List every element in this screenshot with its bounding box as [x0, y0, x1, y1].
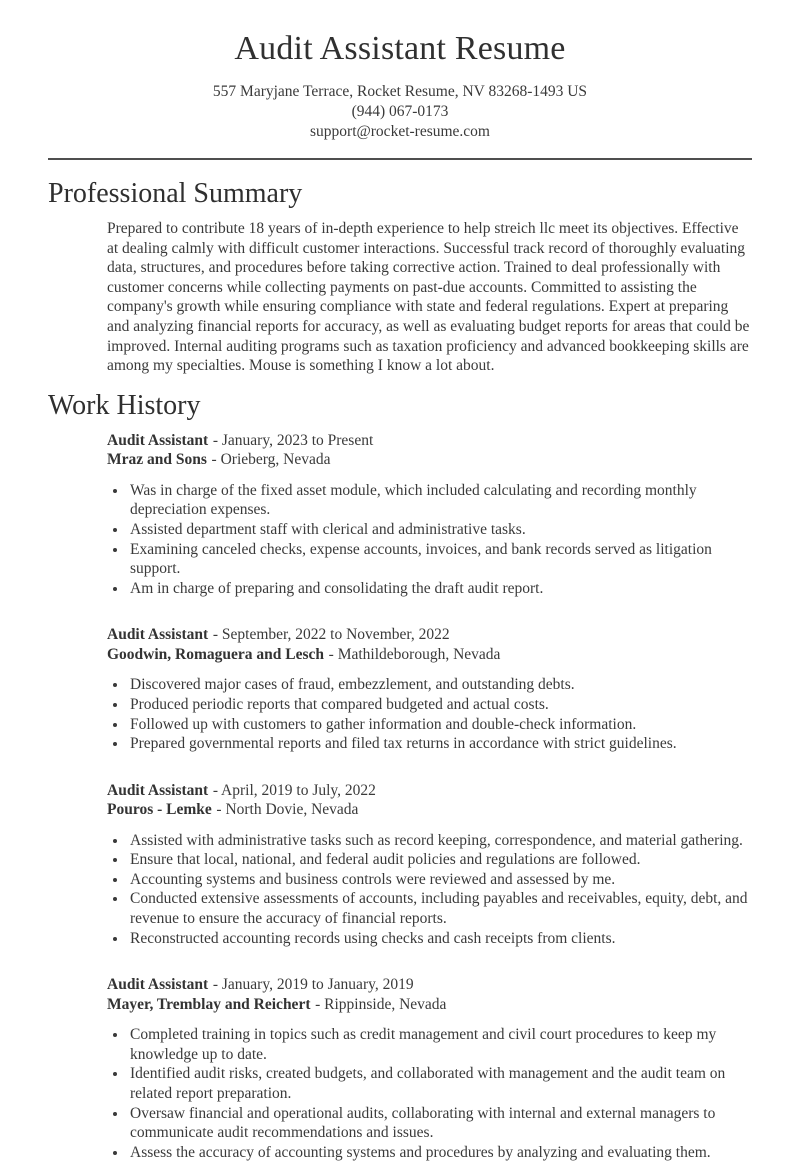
job-bullet: • Am in charge of preparing and consolidating the draft audit report.: [128, 579, 752, 599]
summary-text: Prepared to contribute 18 years of in-depth experience to help streich llc meet its objectives. Effective at dealing calmly with difficult customer interactions. Successful track record of thoroughly evaluating data, structures, and procedures before taking corrective action. Trained to deal professionally with customer concerns while collecting payments on past-due accounts. Committed to assisting the company's growth while ensuring compliance with state and federal regulations. Expert at preparing and analyzing financial reports for accuracy, as well as evaluating budget reports for areas that could be improved. Internal auditing programs such as taxation proficiency and advanced bookkeeping skills are among my specialties. Mouse is something I know a lot about.: [107, 220, 750, 375]
job-bullet: • Assess the accuracy of accounting systems and procedures by analyzing and evaluating them.: [128, 1143, 752, 1162]
job-bullet: • Conducted extensive assessments of accounts, including payables and receivables, equity, debt, and revenue to ensure the accuracy of financial reports.: [128, 889, 752, 928]
page-title: Audit Assistant Resume: [234, 30, 566, 67]
job-title-line: [107, 781, 752, 801]
job-company-line: [107, 645, 752, 665]
job-bullet-list: [107, 1025, 752, 1162]
summary-heading: Professional Summary: [48, 178, 303, 209]
job-dates: - April, 2019 to July, 2022: [212, 781, 376, 799]
job-bullet: • Prepared governmental reports and filed tax returns in accordance with strict guidelines.: [128, 734, 752, 754]
job-title: Audit Assistant: [107, 781, 209, 799]
job-entry: [48, 625, 752, 753]
job-bullet: • Accounting systems and business controls were reviewed and assessed by me.: [128, 870, 752, 890]
job-bullet: • Produced periodic reports that compared budgeted and actual costs.: [128, 695, 752, 715]
job-company-line: [107, 450, 752, 470]
job-dates: - January, 2019 to January, 2019: [212, 976, 414, 994]
job-dates: - September, 2022 to November, 2022: [212, 626, 450, 644]
job-title-line: [107, 431, 752, 451]
section-work-history: [48, 390, 752, 1162]
job-entry: [48, 781, 752, 949]
job-company-line: [107, 800, 752, 820]
job-location: - Rippinside, Nevada: [315, 995, 447, 1013]
section-professional-summary: [48, 178, 752, 376]
job-company: Mraz and Sons: [107, 451, 207, 469]
job-entry: [48, 975, 752, 1162]
resume-header: [48, 30, 752, 142]
job-bullet-list: [107, 481, 752, 599]
job-bullet: • Followed up with customers to gather information and double-check information.: [128, 715, 752, 735]
job-bullet: • Assisted with administrative tasks such as record keeping, correspondence, and material gathering.: [128, 831, 752, 851]
job-dates: - January, 2023 to Present: [212, 431, 374, 449]
work-history-heading: Work History: [48, 389, 201, 421]
header-divider: [48, 158, 752, 160]
contact-address: 557 Maryjane Terrace, Rocket Resume, NV 83268-1493 US: [212, 83, 588, 100]
job-bullet: • Identified audit risks, created budgets, and collaborated with management and the audit team on related report preparation.: [128, 1064, 752, 1103]
job-title: Audit Assistant: [107, 431, 209, 449]
job-company: Goodwin, Romaguera and Lesch: [107, 645, 325, 663]
job-company-line: [107, 995, 752, 1015]
job-title-line: [107, 975, 752, 995]
job-entry: [48, 431, 752, 599]
job-company: Pouros - Lemke: [107, 801, 212, 819]
job-location: - Mathildeborough, Nevada: [328, 645, 501, 663]
job-title: Audit Assistant: [107, 626, 209, 644]
job-bullet: • Ensure that local, national, and federal audit policies and regulations are followed.: [128, 850, 752, 870]
job-bullet: • Was in charge of the fixed asset module, which included calculating and recording monthly depreciation expenses.: [128, 481, 752, 520]
job-company: Mayer, Tremblay and Reichert: [107, 995, 311, 1013]
job-location: - Orieberg, Nevada: [211, 451, 331, 469]
job-bullet-list: [107, 675, 752, 753]
job-bullet: • Examining canceled checks, expense accounts, invoices, and bank records served as litigation support.: [128, 540, 752, 579]
contact-email: support@rocket-resume.com: [310, 123, 490, 140]
job-bullet: • Reconstructed accounting records using checks and cash receipts from clients.: [128, 929, 752, 949]
job-bullet: • Discovered major cases of fraud, embezzlement, and outstanding debts.: [128, 675, 752, 695]
job-location: - North Dovie, Nevada: [216, 801, 359, 819]
job-title-line: [107, 625, 752, 645]
job-bullet: • Oversaw financial and operational audits, collaborating with internal and external managers to communicate audit recommendations and issues.: [128, 1104, 752, 1143]
contact-phone: (944) 067-0173: [351, 103, 449, 120]
job-bullet: • Assisted department staff with clerical and administrative tasks.: [128, 520, 752, 540]
job-bullet-list: [107, 831, 752, 949]
job-bullet: • Completed training in topics such as credit management and civil court procedures to keep my knowledge up to date.: [128, 1025, 752, 1064]
job-title: Audit Assistant: [107, 976, 209, 994]
